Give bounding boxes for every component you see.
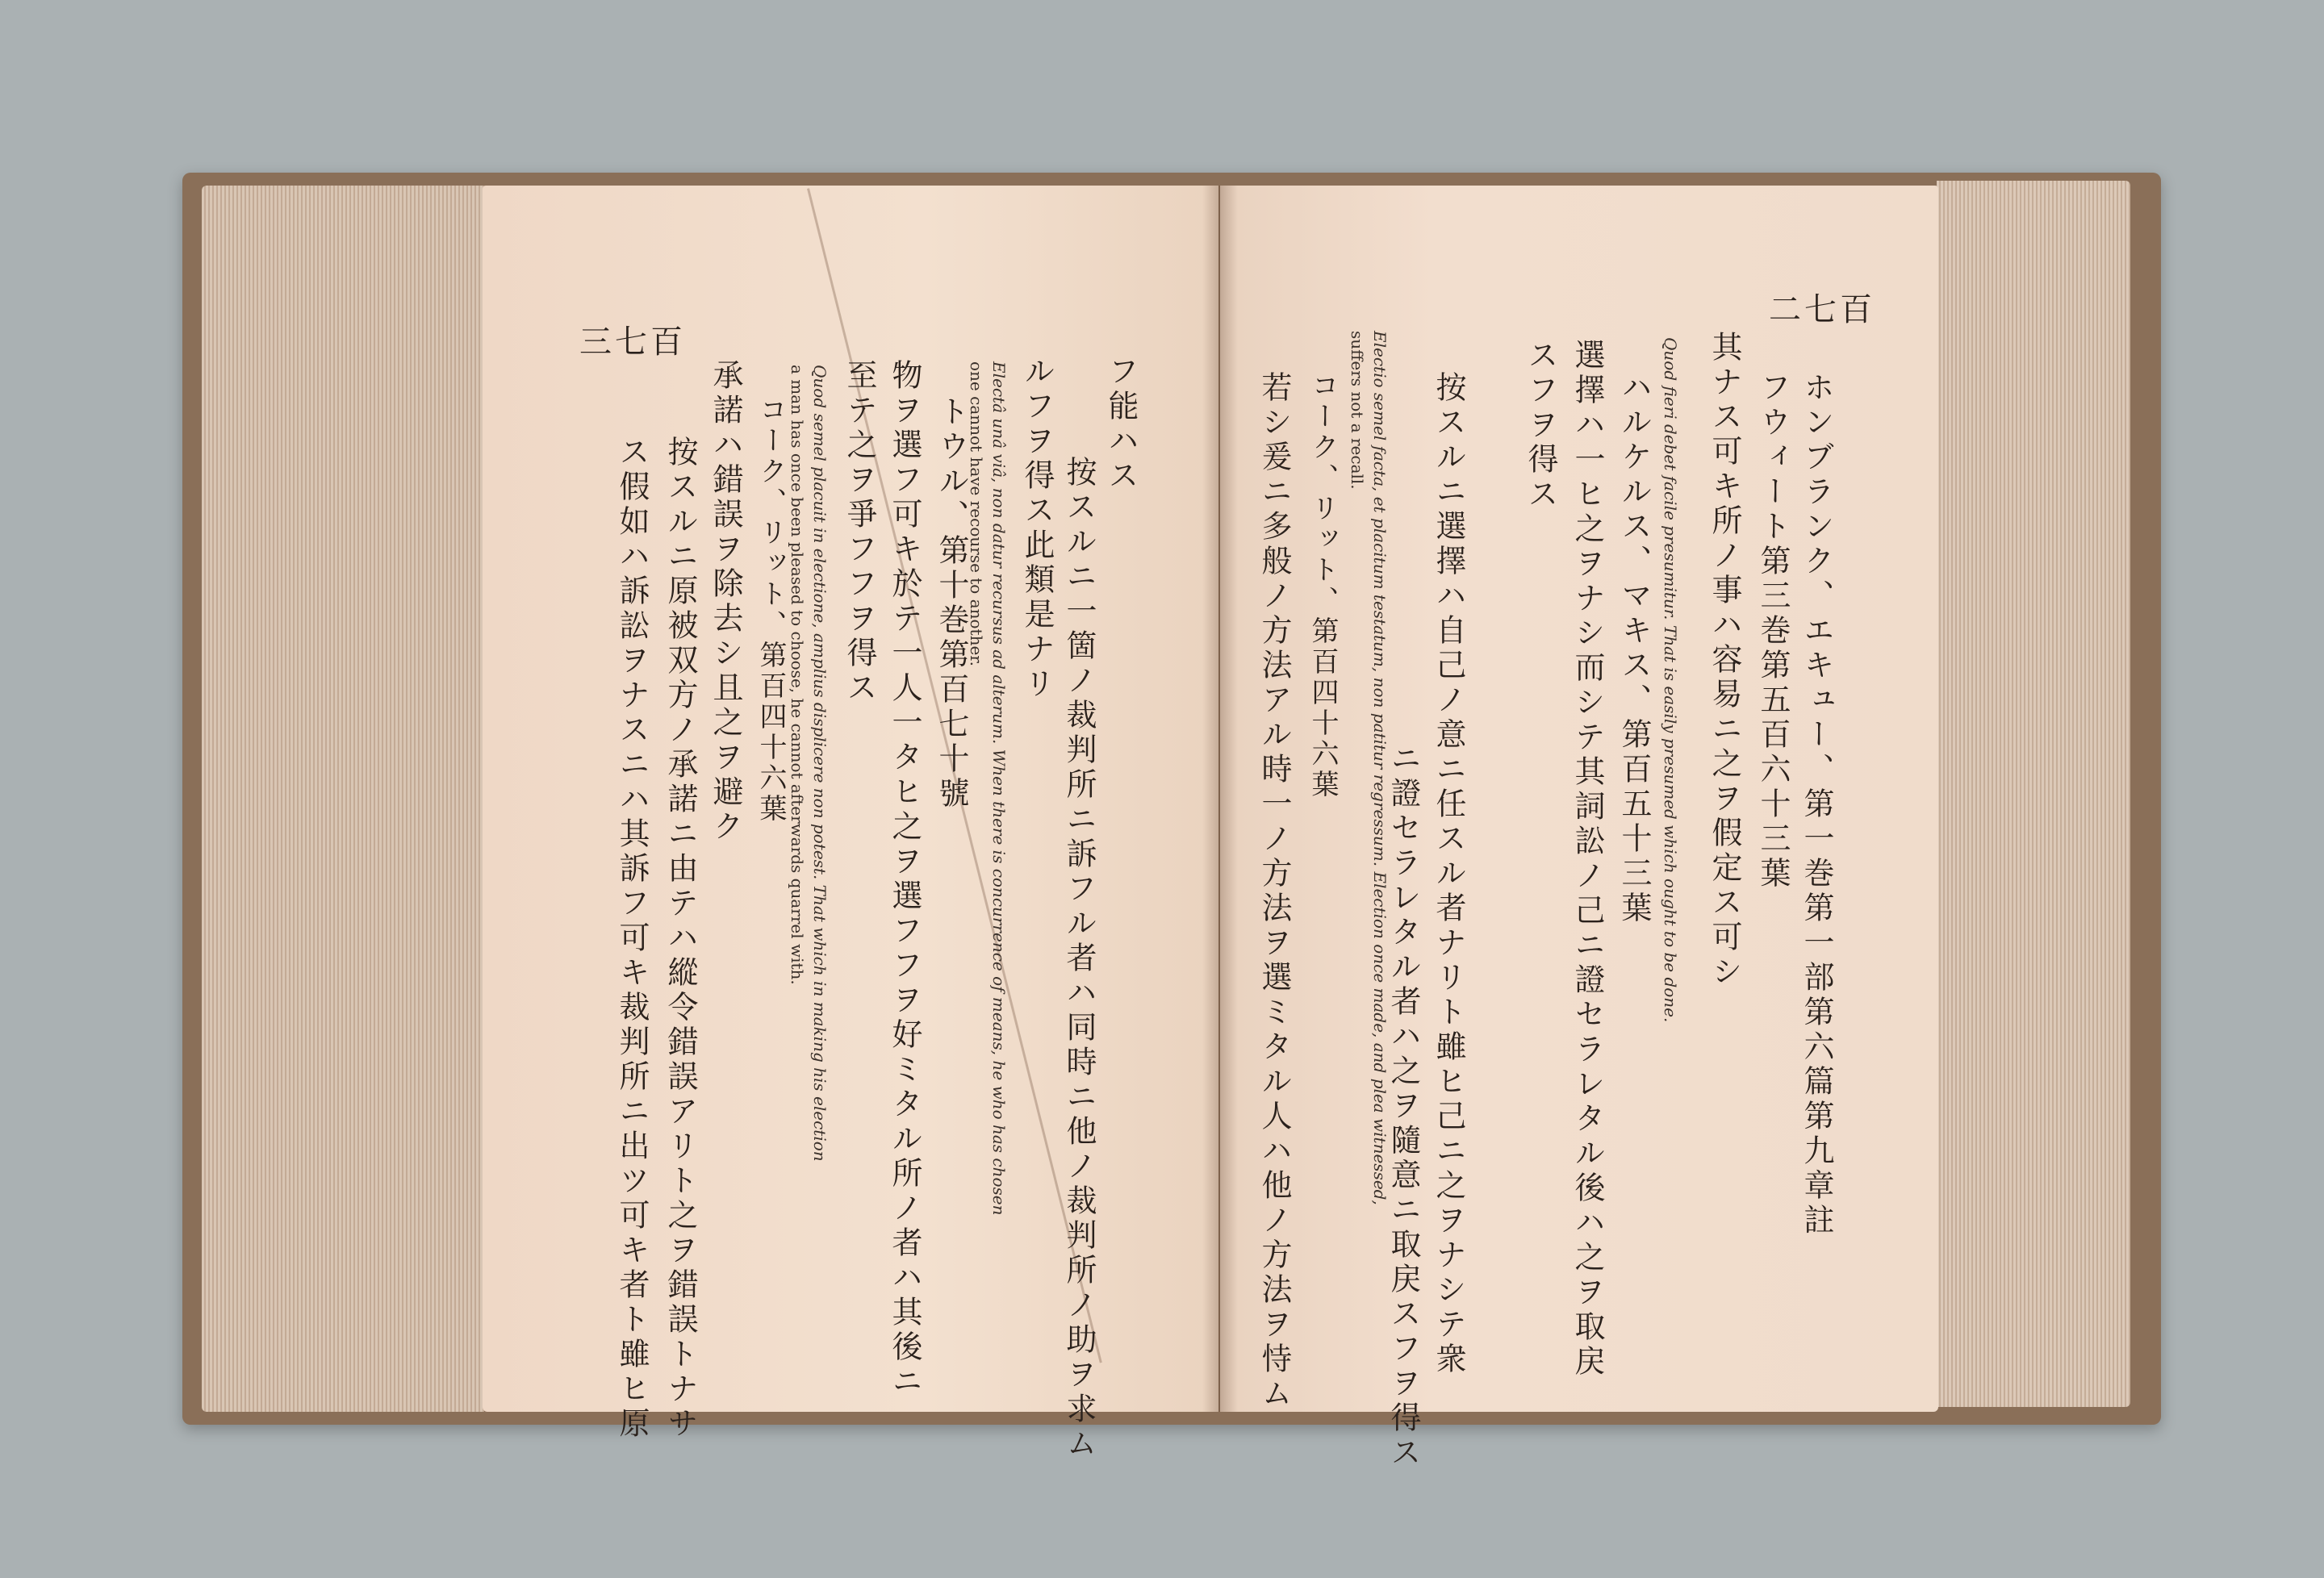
english-text-column: suffers not a recall. xyxy=(1348,331,1367,490)
text-column: トウル、第十巻第百七十號 xyxy=(934,395,969,812)
latin-text-column: Quod fieri debet facile presumitur. That is easily presumed which ought to be done. xyxy=(1661,337,1680,1023)
text-column: 按スルニ選擇ハ自己ノ意ニ任スル者ナリト雖ヒ己ニ之ヲナシテ衆 xyxy=(1431,371,1466,1377)
text-column: 物ヲ選フ可キ於テ一人一タヒ之ヲ選フフヲ好ミタル所ノ者ハ其後ニ xyxy=(887,359,922,1400)
english-text-column: a man has once been pleased to choose, he cannot afterwards quarrel with. xyxy=(788,365,807,985)
text-column: コーク、リット、第百四十六葉 xyxy=(754,395,787,824)
text-column: フ能ハス xyxy=(1103,355,1139,494)
latin-text-column: Electâ unâ viâ, non datur recursus ad alterum. When there is concurrence of means, he who has chosen xyxy=(989,361,1009,1216)
english-text-column: one cannot have recourse to another. xyxy=(967,361,986,667)
latin-text-column: Quod semel placuit in electione, amplius displicere non potest. That which in making his election xyxy=(810,365,830,1162)
right-page-number: 二七百 xyxy=(1769,291,1875,328)
text-column: ホンブランク、エキュー、第一巻第一部第六篇第九章註 xyxy=(1799,371,1834,1238)
text-column: ニ證セラレタル者ハ之ヲ隨意ニ取戻スフヲ得ス xyxy=(1386,742,1421,1471)
latin-text-column: Electio semel facta, et placitum testatum, non patitur regressum. Election once made, and plea witnessed, xyxy=(1370,331,1390,1205)
text-column: 承諾ハ錯誤ヲ除去シ且之ヲ避ク xyxy=(708,359,743,845)
text-column: 至テ之ヲ爭フフヲ得ス xyxy=(842,359,877,706)
text-column: ス假如ハ訴訟ヲナスニハ其訴フ可キ裁判所ニ出ツ可キ者ト雖ヒ原 xyxy=(614,436,650,1442)
left-page-edges xyxy=(202,186,484,1412)
text-column: 選擇ハ一ヒ之ヲナシ而シテ其詞訟ノ己ニ證セラレタル後ハ之ヲ取戻 xyxy=(1570,339,1605,1380)
text-column: フウィート第三巻第五百六十三葉 xyxy=(1755,371,1791,891)
text-column: 其ナス可キ所ノ事ハ容易ニ之ヲ假定ス可シ xyxy=(1707,331,1742,990)
text-column: コーク、リット、第百四十六葉 xyxy=(1306,371,1339,800)
text-column: 按スルニ一箇ノ裁判所ニ訴フル者ハ同時ニ他ノ裁判所ノ助ヲ求ム xyxy=(1061,456,1097,1462)
text-column: 若シ爰ニ多般ノ方法アル時一ノ方法ヲ選ミタル人ハ他ノ方法ヲ恃ム xyxy=(1256,371,1292,1412)
left-page-number: 三七百 xyxy=(579,324,686,361)
book-gutter xyxy=(1202,186,1238,1412)
text-column: ハルケルス、マキス、第百五十三葉 xyxy=(1616,371,1652,926)
text-column: ルフヲ得ス此類是ナリ xyxy=(1019,355,1055,702)
text-column: 按スルニ原被双方ノ承諾ニ由テハ縱令錯誤アリト之ヲ錯誤トナサ xyxy=(663,436,698,1442)
text-column: スフヲ得ス xyxy=(1523,339,1558,512)
right-page-edges xyxy=(1937,181,2130,1407)
